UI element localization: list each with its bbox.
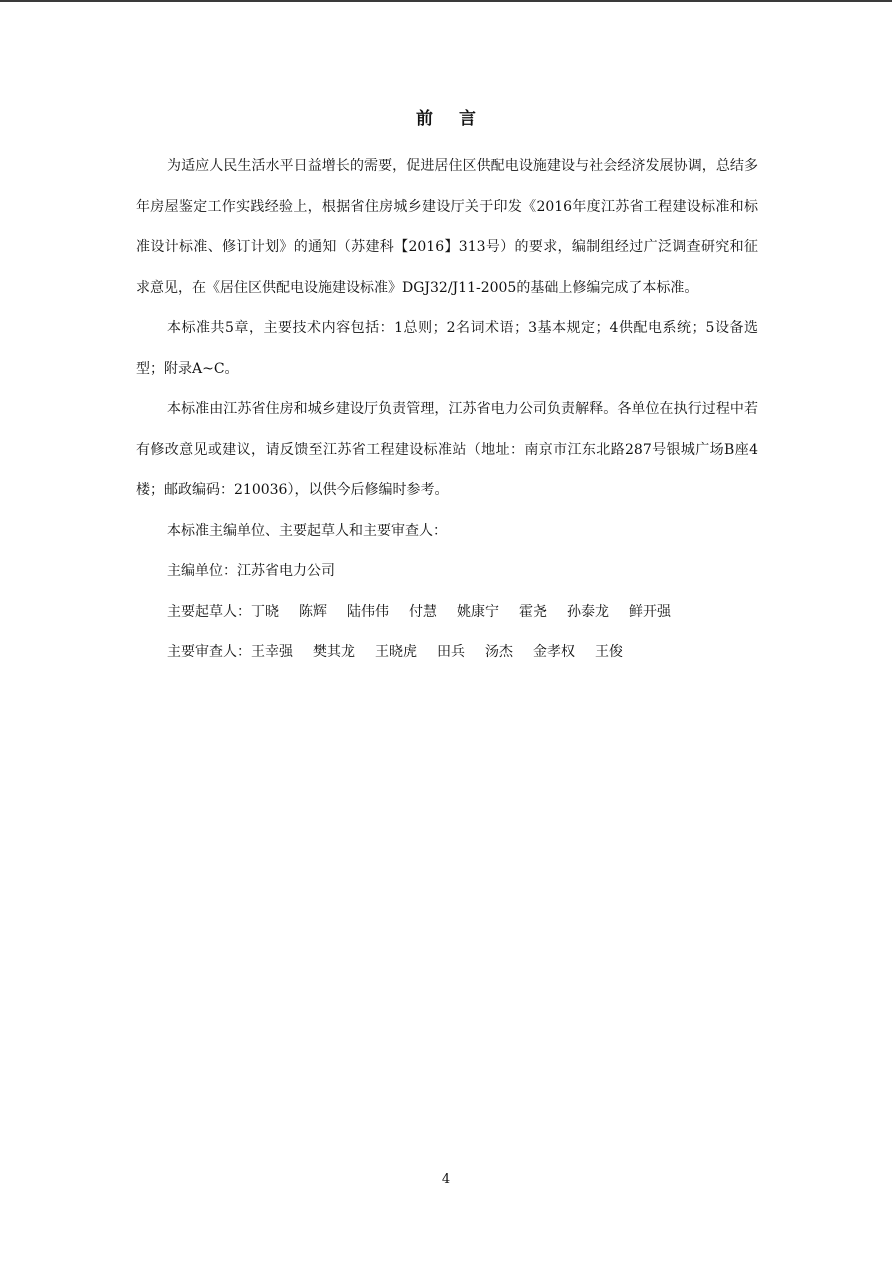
reviewer-name: 王幸强 xyxy=(251,644,293,660)
reviewer-name: 王晓虎 xyxy=(375,644,417,660)
reviewer-name: 王俊 xyxy=(595,644,623,660)
reviewer-name: 汤杰 xyxy=(485,644,513,660)
reviewers-line xyxy=(136,632,758,673)
drafter-name: 鲜开强 xyxy=(629,603,671,620)
preface-body xyxy=(136,146,758,673)
reviewers-label: 主要审查人： xyxy=(167,644,251,660)
paragraph-contents: 本标准共5章，主要技术内容包括：1总则；2名词术语；3基本规定；4供配电系统；5设备选型；附录A~C。 xyxy=(136,320,758,377)
drafter-name: 霍尧 xyxy=(519,603,547,620)
reviewer-name: 樊其龙 xyxy=(313,644,355,660)
reviewer-name: 金孝权 xyxy=(533,644,575,660)
paragraph-purpose: 为适应人民生活水平日益增长的需要，促进居住区供配电设施建设与社会经济发展协调，总结多年房屋鉴定工作实践经验上，根据省住房城乡建设厅关于印发《2016年度江苏省工程建设标准和标准设计标准、修订计划》的通知（苏建科【2016】313号）的要求，编制组经过广泛调查研究和征求意见，在《居住区供配电设施建设标准》DGJ32/J11-2005的基础上修编完成了本标准。 xyxy=(136,158,758,296)
page-title: 前 言 xyxy=(416,109,486,129)
page-number: 4 xyxy=(441,1172,451,1187)
drafter-name: 丁晓 xyxy=(251,603,279,620)
drafter-name: 陆伟伟 xyxy=(347,603,389,620)
drafter-name: 付慧 xyxy=(409,603,437,620)
paragraph-management: 本标准由江苏省住房和城乡建设厅负责管理，江苏省电力公司负责解释。各单位在执行过程中若有修改意见或建议，请反馈至江苏省工程建设标准站（地址：南京市江东北路287号银城广场B座4楼；邮政编码：210036），以供今后修编时参考。 xyxy=(136,401,758,498)
reviewer-name: 田兵 xyxy=(437,644,465,660)
drafters-label: 主要起草人： xyxy=(167,603,251,620)
chief-unit-line xyxy=(136,551,758,592)
chief-unit-label: 主编单位： xyxy=(167,563,237,579)
top-border-line xyxy=(0,0,892,2)
paragraph-contributors-intro: 本标准主编单位、主要起草人和主要审查人： xyxy=(167,522,447,539)
chief-unit-value: 江苏省电力公司 xyxy=(237,563,335,579)
drafter-name: 姚康宁 xyxy=(457,603,499,620)
drafters-line xyxy=(136,592,758,633)
drafter-name: 孙泰龙 xyxy=(567,603,609,620)
drafter-name: 陈辉 xyxy=(299,603,327,620)
